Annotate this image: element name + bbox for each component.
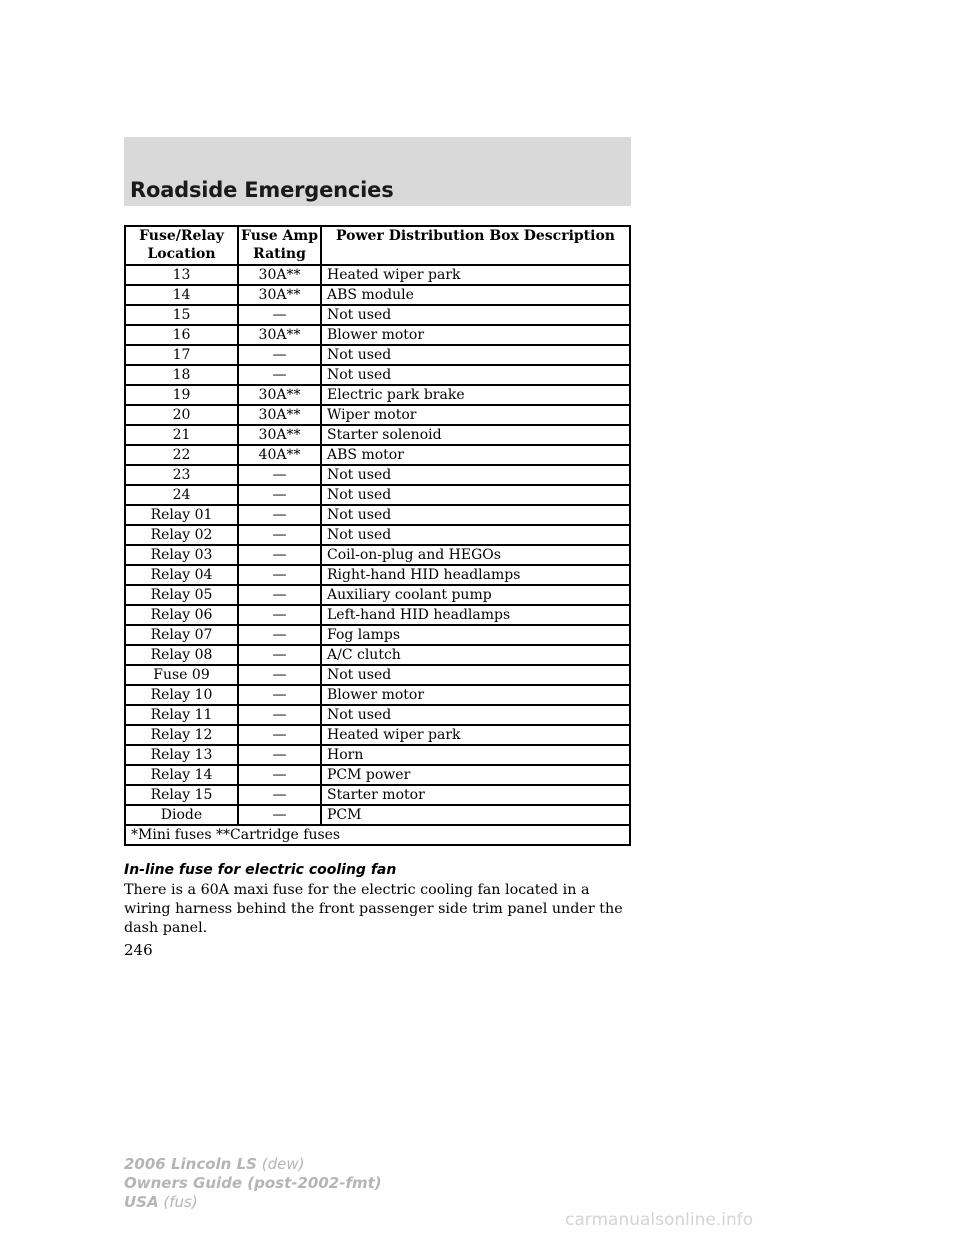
cell-amp-rating: 30A** xyxy=(238,285,321,305)
table-row xyxy=(125,525,630,545)
footer xyxy=(124,1155,382,1212)
cell-description: Auxiliary coolant pump xyxy=(321,585,630,605)
cell-description: Heated wiper park xyxy=(321,725,630,745)
cell-description: A/C clutch xyxy=(321,645,630,665)
cell-location: Relay 04 xyxy=(125,565,238,585)
cell-description: Not used xyxy=(321,485,630,505)
cell-description: Left-hand HID headlamps xyxy=(321,605,630,625)
page-title: Roadside Emergencies xyxy=(130,178,394,202)
cell-description: Electric park brake xyxy=(321,385,630,405)
cell-amp-rating: — xyxy=(238,645,321,665)
table-row xyxy=(125,285,630,305)
table-row xyxy=(125,545,630,565)
cell-amp-rating: 30A** xyxy=(238,405,321,425)
table-footnote-row xyxy=(125,825,630,845)
table-row xyxy=(125,265,630,285)
cell-location: Relay 02 xyxy=(125,525,238,545)
table-row xyxy=(125,705,630,725)
cell-location: Relay 08 xyxy=(125,645,238,665)
table-row xyxy=(125,365,630,385)
cell-location: Relay 05 xyxy=(125,585,238,605)
cell-amp-rating: — xyxy=(238,365,321,385)
cell-description: ABS module xyxy=(321,285,630,305)
cell-amp-rating: — xyxy=(238,465,321,485)
cell-description: Right-hand HID headlamps xyxy=(321,565,630,585)
cell-amp-rating: — xyxy=(238,545,321,565)
cell-location: 19 xyxy=(125,385,238,405)
table-row xyxy=(125,345,630,365)
table-row xyxy=(125,625,630,645)
cell-location: Relay 01 xyxy=(125,505,238,525)
cell-description: Fog lamps xyxy=(321,625,630,645)
cell-description: Blower motor xyxy=(321,325,630,345)
cell-description: Not used xyxy=(321,465,630,485)
cell-amp-rating: 30A** xyxy=(238,425,321,445)
cell-location: Fuse 09 xyxy=(125,665,238,685)
page-number: 246 xyxy=(124,941,153,959)
section-heading: In-line fuse for electric cooling fan xyxy=(124,862,397,878)
cell-location: Relay 11 xyxy=(125,705,238,725)
table-row xyxy=(125,485,630,505)
cell-amp-rating: — xyxy=(238,705,321,725)
table-row xyxy=(125,385,630,405)
cell-location: 17 xyxy=(125,345,238,365)
cell-amp-rating: — xyxy=(238,805,321,825)
cell-location: Relay 15 xyxy=(125,785,238,805)
cell-location: 13 xyxy=(125,265,238,285)
cell-location: 24 xyxy=(125,485,238,505)
cell-location: Relay 12 xyxy=(125,725,238,745)
footer-line-2: Owners Guide (post-2002-fmt) xyxy=(124,1174,382,1192)
table-row xyxy=(125,505,630,525)
cell-description: Not used xyxy=(321,345,630,365)
cell-amp-rating: — xyxy=(238,605,321,625)
table-row xyxy=(125,645,630,665)
section-body: There is a 60A maxi fuse for the electric cooling fan located in a wiring harness behind the front passenger side trim panel under the dash panel. xyxy=(124,882,623,936)
cell-description: Not used xyxy=(321,505,630,525)
cell-amp-rating: — xyxy=(238,745,321,765)
cell-location: 15 xyxy=(125,305,238,325)
cell-amp-rating: 30A** xyxy=(238,265,321,285)
table-row xyxy=(125,565,630,585)
cell-description: Not used xyxy=(321,705,630,725)
cell-amp-rating: — xyxy=(238,725,321,745)
table-row xyxy=(125,685,630,705)
cell-amp-rating: 40A** xyxy=(238,445,321,465)
cell-amp-rating: — xyxy=(238,685,321,705)
cell-location: Relay 14 xyxy=(125,765,238,785)
table-row xyxy=(125,725,630,745)
table-row xyxy=(125,325,630,345)
cell-location: 22 xyxy=(125,445,238,465)
cell-amp-rating: — xyxy=(238,625,321,645)
cell-amp-rating: 30A** xyxy=(238,325,321,345)
cell-description: ABS motor xyxy=(321,445,630,465)
cell-description: Not used xyxy=(321,525,630,545)
watermark: carmanualsonline.info xyxy=(565,1210,754,1230)
cell-description: Not used xyxy=(321,305,630,325)
cell-amp-rating: — xyxy=(238,305,321,325)
footer-line-1: 2006 Lincoln LS (dew) xyxy=(124,1155,305,1173)
table-row xyxy=(125,605,630,625)
column-header-description: Power Distribution Box Description xyxy=(321,226,630,265)
table-row xyxy=(125,465,630,485)
table-row xyxy=(125,305,630,325)
cell-description: Not used xyxy=(321,665,630,685)
table-row xyxy=(125,585,630,605)
cell-amp-rating: — xyxy=(238,505,321,525)
table-header-row xyxy=(125,226,630,265)
table-row xyxy=(125,445,630,465)
cell-location: 23 xyxy=(125,465,238,485)
cell-location: Relay 03 xyxy=(125,545,238,565)
cell-location: 20 xyxy=(125,405,238,425)
cell-description: Heated wiper park xyxy=(321,265,630,285)
cell-amp-rating: — xyxy=(238,585,321,605)
table-row xyxy=(125,805,630,825)
fuse-table xyxy=(124,225,631,846)
column-header-amp-rating: Fuse Amp Rating xyxy=(238,226,321,265)
table-row xyxy=(125,785,630,805)
cell-amp-rating: — xyxy=(238,765,321,785)
table-row xyxy=(125,405,630,425)
cell-description: Wiper motor xyxy=(321,405,630,425)
column-header-location: Fuse/Relay Location xyxy=(125,226,238,265)
cell-location: Diode xyxy=(125,805,238,825)
cell-description: Blower motor xyxy=(321,685,630,705)
cell-location: 16 xyxy=(125,325,238,345)
cell-location: Relay 06 xyxy=(125,605,238,625)
cell-description: Coil-on-plug and HEGOs xyxy=(321,545,630,565)
cell-description: Starter solenoid xyxy=(321,425,630,445)
table-footnote: *Mini fuses **Cartridge fuses xyxy=(125,825,630,845)
cell-location: 14 xyxy=(125,285,238,305)
cell-location: Relay 07 xyxy=(125,625,238,645)
table-row xyxy=(125,765,630,785)
cell-amp-rating: — xyxy=(238,665,321,685)
table-row xyxy=(125,425,630,445)
cell-location: 18 xyxy=(125,365,238,385)
table-row xyxy=(125,665,630,685)
cell-description: Not used xyxy=(321,365,630,385)
cell-amp-rating: — xyxy=(238,565,321,585)
footer-line-3: USA (fus) xyxy=(124,1193,198,1211)
cell-description: PCM xyxy=(321,805,630,825)
cell-amp-rating: — xyxy=(238,345,321,365)
cell-amp-rating: 30A** xyxy=(238,385,321,405)
table-row xyxy=(125,745,630,765)
cell-amp-rating: — xyxy=(238,785,321,805)
cell-amp-rating: — xyxy=(238,485,321,505)
cell-amp-rating: — xyxy=(238,525,321,545)
cell-description: PCM power xyxy=(321,765,630,785)
cell-location: Relay 13 xyxy=(125,745,238,765)
cell-location: 21 xyxy=(125,425,238,445)
cell-description: Starter motor xyxy=(321,785,630,805)
cell-location: Relay 10 xyxy=(125,685,238,705)
cell-description: Horn xyxy=(321,745,630,765)
